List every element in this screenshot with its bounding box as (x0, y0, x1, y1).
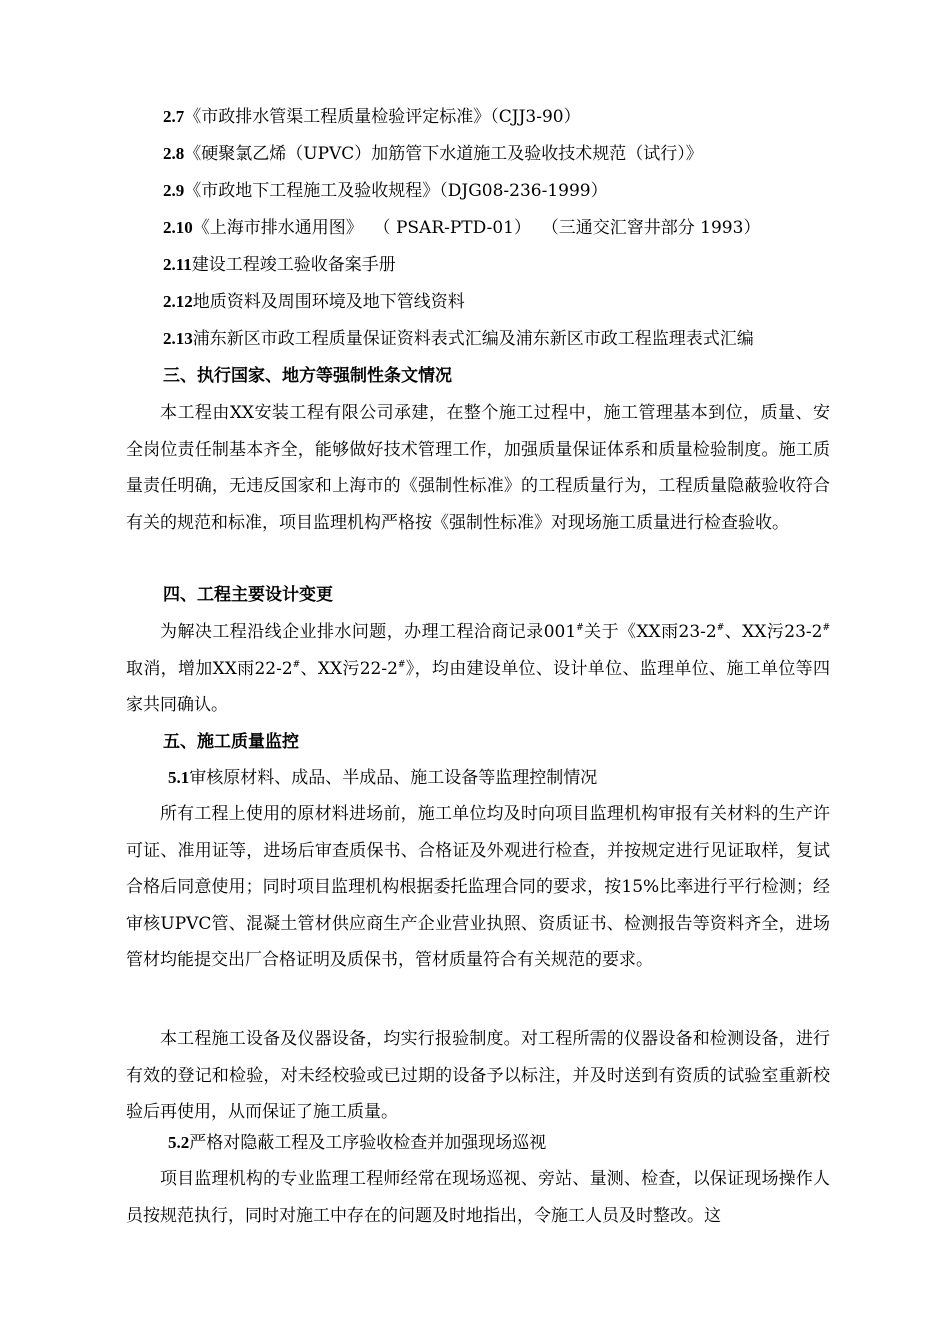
subsection-text: 严格对隐蔽工程及工序验收检查并加强现场巡视 (189, 1133, 547, 1153)
section-heading: 五、施工质量监控 (163, 732, 299, 752)
section-heading: 四、工程主要设计变更 (163, 585, 333, 605)
reference-item (163, 290, 465, 314)
reference-number: 2.13 (163, 329, 193, 348)
reference-item (163, 142, 703, 166)
subsection-heading (168, 766, 597, 790)
superscript: # (716, 623, 725, 633)
superscript: # (576, 623, 584, 633)
subsection-number: 5.2 (168, 1133, 190, 1152)
text-run: 关于《XX雨23-2 (583, 622, 717, 642)
section-paragraph (126, 614, 830, 724)
section-paragraph (126, 1161, 830, 1234)
reference-number: 2.10 (163, 218, 193, 237)
superscript: # (397, 659, 406, 670)
reference-number: 2.11 (163, 255, 192, 274)
reference-number: 2.8 (163, 144, 185, 163)
reference-item (163, 216, 760, 240)
reference-number: 2.12 (163, 292, 193, 311)
section-paragraph (126, 1021, 830, 1131)
text-run: 为解决工程沿线企业排水问题，办理工程洽商记录001 (160, 622, 577, 642)
section-heading: 三、执行国家、地方等强制性条文情况 (163, 366, 452, 386)
text-run: 取消，增加XX雨22-2 (126, 658, 293, 679)
paragraph-text: 本工程施工设备及仪器设备，均实行报验制度。对工程所需的仪器设备和检测设备，进行有效的登记和检验，对未经校验或已过期的设备予以标注，并及时送到有资质的试验室重新校验后再使用，从而保证了施工质量。 (126, 1029, 830, 1122)
reference-item (163, 179, 608, 203)
paragraph-text (126, 614, 830, 724)
reference-text: 《上海市排水通用图》 （ PSAR-PTD-01） （三通交汇窨井部分 1993） (192, 218, 761, 238)
text-run: 、XX污22-2 (300, 658, 398, 679)
text-run: 、XX污23-2 (724, 622, 823, 642)
paragraph-text: 项目监理机构的专业监理工程师经常在现场巡视、旁站、量测、检查，以保证现场操作人员按规范执行，同时对施工中存在的问题及时地指出，令施工人员及时整改。这 (126, 1169, 830, 1226)
subsection-number: 5.1 (168, 768, 190, 787)
subsection-heading (168, 1131, 546, 1155)
section-paragraph (126, 796, 830, 979)
reference-text: 《市政地下工程施工及验收规程》（DJG08-236-1999） (184, 181, 608, 201)
paragraph-text: 所有工程上使用的原材料进场前，施工单位均及时向项目监理机构审报有关材料的生产许可证、准用证等，进场后审查质保书、合格证及外观进行检查，并按规定进行见证取样，复试合格后同意使用；同时项目监理机构根据委托监理合同的要求，按15%比率进行平行检测；经审核UPVC管、混凝土管材供应商生产企业营业执照、资质证书、检测报告等资料齐全，进场管材均能提交出厂合格证明及质保书，管材质量符合有关规范的要求。 (126, 804, 830, 970)
reference-text: 《硬聚氯乙烯（UPVC）加筋管下水道施工及验收技术规范（试行）》 (184, 144, 703, 164)
reference-item (163, 253, 396, 277)
section-paragraph (126, 395, 830, 541)
reference-text: 建设工程竣工验收备案手册 (191, 255, 396, 275)
reference-item (163, 327, 754, 351)
reference-text: 《市政排水管渠工程质量检验评定标准》（CJJ3-90） (184, 107, 581, 127)
text-run: 》，均由建设单位、设计单位、监理单位、施工单位等四家共同确认。 (126, 658, 830, 715)
paragraph-text: 本工程由XX安装工程有限公司承建，在整个施工过程中，施工管理基本到位，质量、安全岗位责任制基本齐全，能够做好技术管理工作，加强质量保证体系和质量检验制度。施工质量责任明确，无违反国家和上海市的《强制性标准》的工程质量行为，工程质量隐蔽验收符合有关的规范和标准，项目监理机构严格按《强制性标准》对现场施工质量进行检查验收。 (126, 403, 830, 533)
reference-item (163, 105, 581, 129)
reference-number: 2.9 (163, 181, 185, 200)
subsection-text: 审核原材料、成品、半成品、施工设备等监理控制情况 (189, 768, 598, 788)
reference-text: 浦东新区市政工程质量保证资料表式汇编及浦东新区市政工程监理表式汇编 (192, 329, 754, 349)
reference-text: 地质资料及周围环境及地下管线资料 (192, 292, 465, 312)
reference-number: 2.7 (163, 107, 185, 126)
superscript: # (822, 623, 830, 633)
superscript: # (292, 659, 301, 670)
